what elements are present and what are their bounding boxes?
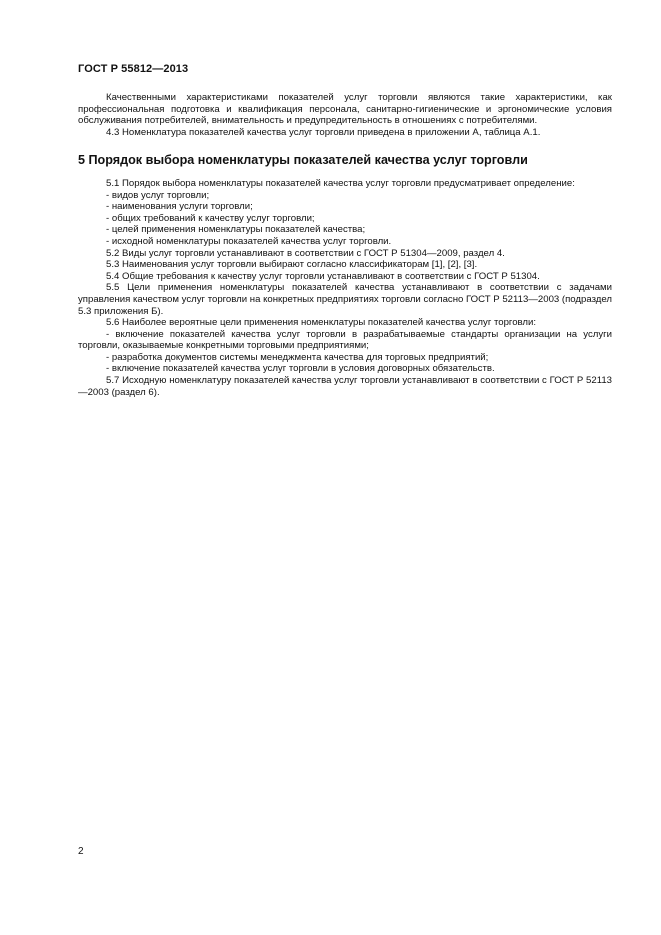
paragraph-4-3: 4.3 Номенклатура показателей качества услуг торговли приведена в приложении А, таблица А.1. bbox=[106, 126, 541, 138]
document-code-header: ГОСТ Р 55812—2013 bbox=[78, 63, 189, 75]
document-body bbox=[78, 92, 612, 398]
paragraph-5-4: 5.4 Общие требования к качеству услуг торговли устанавливают в соответствии с ГОСТ Р 51304. bbox=[106, 270, 540, 282]
paragraph-5-2: 5.2 Виды услуг торговли устанавливают в соответствии с ГОСТ Р 51304—2009, раздел 4. bbox=[106, 247, 505, 259]
list-item: - общих требований к качеству услуг торговли; bbox=[106, 212, 315, 224]
section-heading: 5 Порядок выбора номенклатуры показателей качества услуг торговли bbox=[78, 153, 528, 168]
page-number: 2 bbox=[78, 846, 84, 857]
paragraph: Качественными характеристиками показателей услуг торговли являются такие характеристики, как профессиональная подготовка и квалификация персонала, санитарно-гигиенические и эргономические условия обслуживания потребителей, внимательность и предупредительность в отношениях с потребителями. bbox=[78, 92, 612, 127]
paragraph-5-5: 5.5 Цели применения номенклатуры показателей качества устанавливают в соответствии с задачами управления качеством услуг торговли на конкретных предприятиях торговли согласно ГОСТ Р 52113—2003 (подраздел 5.3 приложения Б). bbox=[78, 282, 612, 317]
list-item: - разработка документов системы менеджмента качества для торговых предприятий; bbox=[106, 351, 489, 363]
paragraph-5-7: 5.7 Исходную номенклатуру показателей качества услуг торговли устанавливают в соответствии с ГОСТ Р 52113—2003 (раздел 6). bbox=[78, 375, 612, 398]
list-item: - целей применения номенклатуры показателей качества; bbox=[106, 224, 366, 236]
paragraph-5-1: 5.1 Порядок выбора номенклатуры показателей качества услуг торговли предусматривает определение: bbox=[106, 177, 575, 189]
paragraph-5-6: 5.6 Наиболее вероятные цели применения номенклатуры показателей качества услуг торговли: bbox=[106, 317, 537, 329]
list-item: - видов услуг торговли; bbox=[106, 189, 210, 201]
list-item: - наименования услуги торговли; bbox=[106, 201, 253, 213]
list-item: - включение показателей качества услуг торговли в условия договорных обязательств. bbox=[106, 363, 495, 375]
list-item: - включение показателей качества услуг торговли в разрабатываемые стандарты организации на услуги торговли, оказываемые конкретными торговыми предприятиями; bbox=[78, 328, 612, 352]
paragraph-5-3: 5.3 Наименования услуг торговли выбирают согласно классификаторам [1], [2], [3]. bbox=[106, 259, 478, 271]
list-item: - исходной номенклатуры показателей качества услуг торговли. bbox=[106, 235, 392, 247]
